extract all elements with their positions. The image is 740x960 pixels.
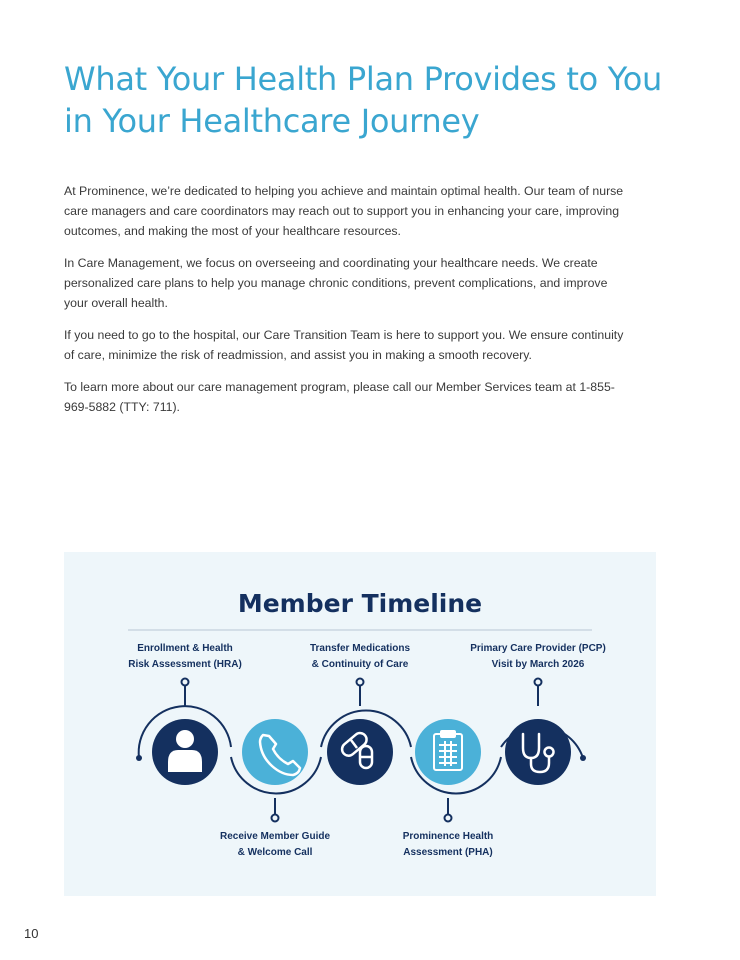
page-title xyxy=(64,58,704,142)
timeline-step-1 xyxy=(152,719,218,785)
stem-dot-2 xyxy=(272,815,279,822)
stem-dot-1 xyxy=(182,679,189,686)
step-1-label-line1: Enrollment & Health xyxy=(137,643,233,654)
step-3-label-line2: & Continuity of Care xyxy=(311,659,409,670)
step-5-label-line2: Visit by March 2026 xyxy=(491,659,585,670)
step-3-label-line1: Transfer Medications xyxy=(309,643,411,654)
timeline-step-3 xyxy=(327,719,393,785)
timeline-start-dot xyxy=(136,755,142,761)
step-1-label-line2: Risk Assessment (HRA) xyxy=(128,659,242,670)
member-timeline-panel xyxy=(64,552,656,896)
stem-dot-5 xyxy=(535,679,542,686)
paragraph-intro: At Prominence, we’re dedicated to helping you achieve and maintain optimal health. Our team of nurse care managers and care coordinators may reach out to support you in enhancing your care, improving outcomes, and making the most of your healthcare resources. xyxy=(64,184,624,238)
stem-dot-3 xyxy=(357,679,364,686)
stem-dot-4 xyxy=(445,815,452,822)
title-line-2: in Your Healthcare Journey xyxy=(64,102,480,140)
step-2-label-line2: & Welcome Call xyxy=(237,847,313,858)
paragraph-care-management: In Care Management, we focus on overseeing and coordinating your healthcare needs. We create personalized care plans to help you manage chronic conditions, prevent complications, and improve your overall health. xyxy=(64,256,608,310)
paragraph-care-transition: If you need to go to the hospital, our Care Transition Team is here to support you. We ensure continuity of care, minimize the risk of readmission, and assist you in making a smooth recovery. xyxy=(64,328,624,362)
labels-bottom xyxy=(220,831,493,858)
timeline-end-dot xyxy=(580,755,586,761)
paragraph-contact: To learn more about our care management program, please call our Member Services team at 1-855-969-5882 (TTY: 711). xyxy=(64,380,615,414)
page-number: 10 xyxy=(24,926,39,941)
timeline-step-2 xyxy=(242,719,308,785)
step-2-label-line1: Receive Member Guide xyxy=(219,831,331,842)
member-timeline-graphic xyxy=(64,552,656,896)
timeline-heading: Member Timeline xyxy=(237,589,483,618)
body-text xyxy=(64,181,630,429)
title-line-1: What Your Health Plan Provides to You xyxy=(64,60,663,98)
step-4-label-line1: Prominence Health xyxy=(402,831,494,842)
step-4-label-line2: Assessment (PHA) xyxy=(403,847,493,858)
timeline-step-5 xyxy=(505,719,571,785)
labels-top xyxy=(128,643,606,670)
timeline-step-4 xyxy=(415,719,481,785)
step-5-label-line1: Primary Care Provider (PCP) xyxy=(470,643,606,654)
